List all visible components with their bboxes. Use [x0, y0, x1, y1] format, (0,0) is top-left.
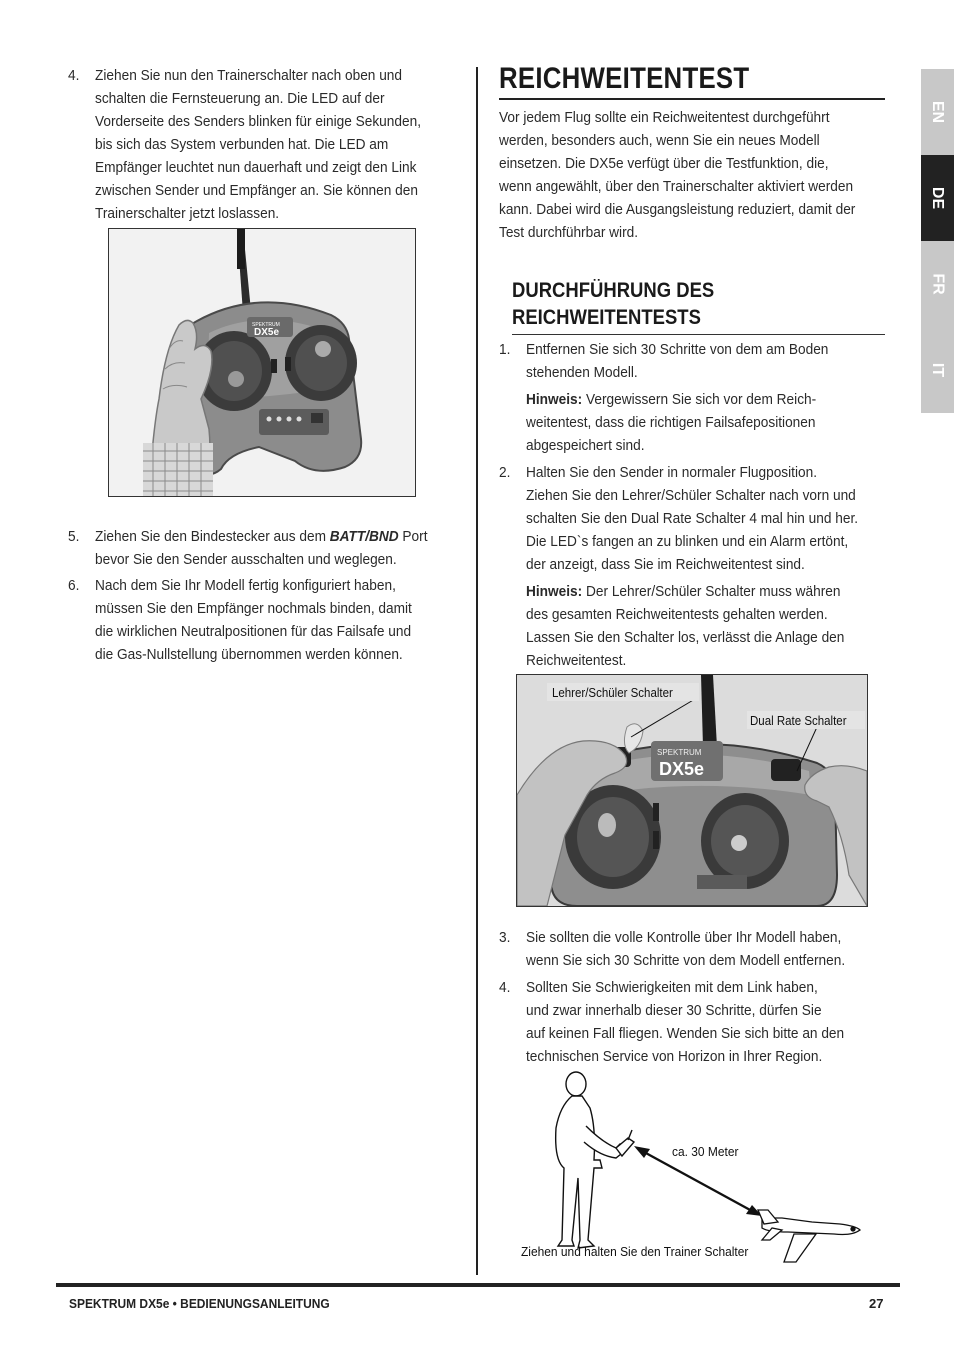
transmitter-hand-photo [108, 228, 416, 497]
item4-line: zwischen Sender und Empfänger an. Sie können den [95, 182, 418, 199]
brand-text: SPEKTRUM [252, 322, 280, 328]
range-distance-diagram [516, 1068, 876, 1268]
item5-post: Port [398, 528, 428, 545]
tab-it[interactable] [921, 327, 954, 413]
item4-line: Ziehen Sie nun den Trainerschalter nach oben und [95, 67, 403, 84]
intro-paragraph [499, 106, 855, 244]
airplane-icon [758, 1210, 860, 1262]
step-4 [499, 976, 844, 1068]
footer-rule [56, 1283, 900, 1287]
step2-line: Die LED`s fangen an zu blinken und ein Alarm ertönt, [526, 533, 849, 550]
item4-line: Empfänger leuchtet nun dauerhaft und zeigt den Link [95, 159, 417, 176]
note-text: Vergewissern Sie sich vor dem Reich- [582, 391, 817, 408]
list-item-5 [68, 525, 428, 571]
step-3 [499, 926, 845, 972]
step1-note [526, 388, 828, 457]
list-number: 4. [499, 979, 511, 996]
tab-label: EN [929, 100, 947, 124]
tab-en[interactable] [921, 69, 954, 155]
intro-line: wenn angewählt, über den Trainerschalter aktiviert werden [499, 178, 854, 195]
step-2 [499, 461, 858, 672]
list-number: 3. [499, 929, 511, 946]
title-underline [499, 98, 885, 100]
list-item-6 [68, 574, 412, 666]
batt-bnd-port-label: BATT/BND [329, 528, 399, 545]
tab-fr[interactable] [921, 241, 954, 327]
subtitle-underline [512, 334, 885, 335]
list-number: 2. [499, 464, 511, 481]
arrowhead-icon [634, 1146, 650, 1158]
step2-note [526, 580, 858, 672]
item4-line: bis sich das System verbunden hat. Die LED am [95, 136, 389, 153]
intro-line: Vor jedem Flug sollte ein Reichweitentest durchgeführt [499, 109, 830, 126]
pilot-figure-icon [556, 1072, 634, 1248]
list-number: 6. [68, 577, 80, 594]
tab-de[interactable] [921, 155, 954, 241]
note-line: Reichweitentest. [526, 652, 627, 669]
list-number: 1. [499, 341, 511, 358]
range-test-illustration [517, 675, 867, 906]
step4-line: und zwar innerhalb dieser 30 Schritte, dürfen Sie [526, 1002, 822, 1019]
item6-line: Nach dem Sie Ihr Modell fertig konfiguriert haben, [95, 577, 396, 594]
subtitle-line: DURCHFÜHRUNG DES [512, 279, 715, 302]
item5-line [95, 525, 428, 548]
note-line: Lassen Sie den Schalter los, verlässt die Anlage den [526, 629, 845, 646]
dual-rate-switch-label: Dual Rate Schalter [750, 714, 847, 728]
step3-line: wenn Sie sich 30 Schritte von dem Modell entfernen. [526, 952, 846, 969]
step3-line: Sie sollten die volle Kontrolle über Ihr Modell haben, [526, 929, 842, 946]
language-tabs [921, 69, 954, 413]
step2-line: schalten Sie den Dual Rate Schalter 4 mal hin und her. [526, 510, 859, 527]
footer-title: SPEKTRUM DX5e • BEDIENUNGSANLEITUNG [69, 1296, 330, 1311]
trainer-switch-label: Lehrer/Schüler Schalter [552, 686, 673, 700]
tab-label: DE [929, 186, 947, 210]
note-line: des gesamten Reichweitentests gehalten werden. [526, 606, 828, 623]
distance-label: ca. 30 Meter [672, 1144, 739, 1159]
step4-line: Sollten Sie Schwierigkeiten mit dem Link haben, [526, 979, 818, 996]
page-number: 27 [869, 1296, 884, 1311]
item6-line: müssen Sie den Empfänger nochmals binden, damit [95, 600, 412, 617]
item4-line: Vorderseite des Senders blinken für einige Sekunden, [95, 113, 421, 130]
step1-line: Entfernen Sie sich 30 Schritte von dem am Boden [526, 341, 829, 358]
section-title: REICHWEITENTEST [499, 62, 750, 95]
item6-line: die Gas-Nullstellung übernommen werden können. [95, 646, 403, 663]
step2-line: Ziehen Sie den Lehrer/Schüler Schalter nach vorn und [526, 487, 856, 504]
brand-text: SPEKTRUM [657, 748, 702, 757]
model-text: DX5e [659, 759, 705, 779]
note-line: abgespeichert sind. [526, 437, 645, 454]
list-item-4 [68, 64, 421, 225]
distance-line [644, 1152, 752, 1211]
subsection-title [512, 277, 714, 331]
intro-line: kann. Dabei wird die Ausgangsleistung reduziert, damit der [499, 201, 856, 218]
tab-label: FR [929, 273, 947, 295]
list-number: 4. [68, 67, 80, 84]
step1-line: stehenden Modell. [526, 364, 638, 381]
intro-line: einsetzen. Die DX5e verfügt über die Testfunktion, die, [499, 155, 829, 172]
note-label: Hinweis: [526, 391, 583, 408]
model-text: DX5e [254, 327, 280, 338]
transmitter-illustration [109, 229, 415, 496]
note-text: Der Lehrer/Schüler Schalter muss währen [582, 583, 841, 600]
intro-line: Test durchführbar wird. [499, 224, 639, 241]
intro-line: werden, besonders auch, wenn Sie ein neues Modell [499, 132, 820, 149]
item5-line: bevor Sie den Sender ausschalten und weglegen. [95, 551, 397, 568]
item5-pre: Ziehen Sie den Bindestecker aus dem [95, 528, 330, 545]
subtitle-line: REICHWEITENTESTS [512, 306, 701, 329]
step4-line: auf keinen Fall fliegen. Wenden Sie sich bitte an den [526, 1025, 845, 1042]
person-plane-illustration [516, 1068, 876, 1268]
list-number: 5. [68, 528, 80, 545]
step2-line: der anzeigt, dass Sie im Reichweitentest sind. [526, 556, 805, 573]
step-1 [499, 338, 828, 457]
diagram-caption: Ziehen und halten Sie den Trainer Schalter [521, 1244, 749, 1259]
note-label: Hinweis: [526, 583, 583, 600]
item6-line: die wirklichen Neutralpositionen für das Failsafe und [95, 623, 412, 640]
step4-line: technischen Service von Horizon in Ihrer Region. [526, 1048, 823, 1065]
step2-line: Halten Sie den Sender in normaler Flugposition. [526, 464, 818, 481]
range-test-photo [516, 674, 868, 907]
note-line: weitentest, dass die richtigen Failsafepositionen [526, 414, 816, 431]
tab-label: IT [929, 362, 947, 378]
item4-line: Trainerschalter jetzt loslassen. [95, 205, 280, 222]
column-divider [476, 67, 478, 1275]
item4-line: schalten die Fernsteuerung an. Die LED auf der [95, 90, 385, 107]
